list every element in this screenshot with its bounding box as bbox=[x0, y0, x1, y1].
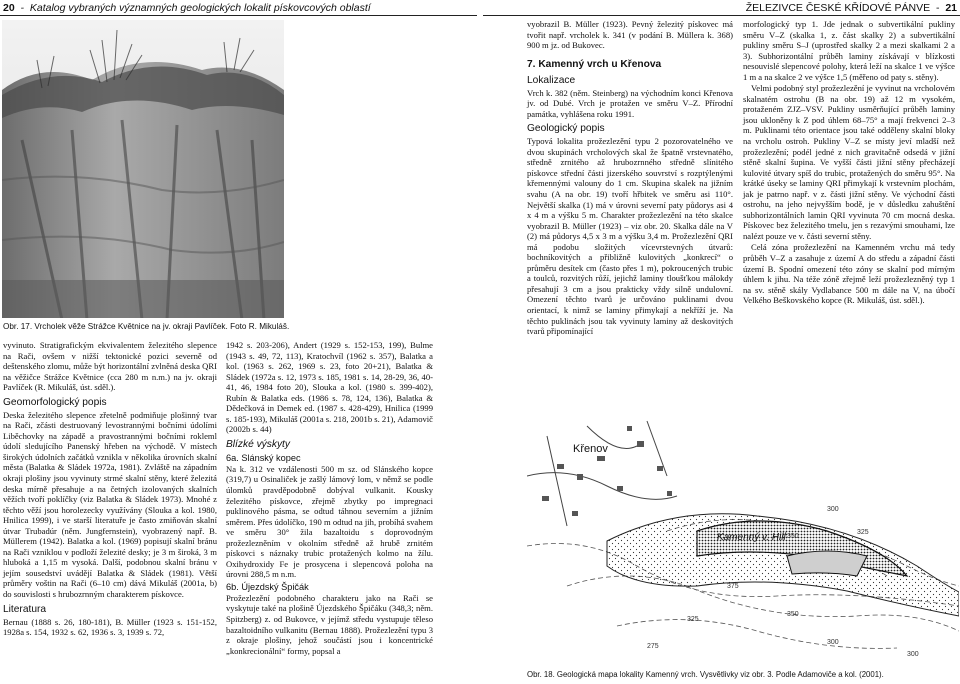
contour-label: 300 bbox=[907, 651, 919, 658]
column-4-paragraph-3: Celá zóna prožezlezění na Kamenném vrchu má tedy průběh V–Z a zasahuje z území A do středu a západní části území B. Spodní omezení této zóny se skalní pod mírným úhlem k jihu. Na téže zóně zřejmě leží prožezlezněný typ 1 na sv. stěně skály Vydlabance 500 m dále na V, na úbočí Velkého Beškovského kopce (R. Mikuláš, úst. sděl.). bbox=[743, 242, 955, 306]
map-hill-label: Kamenný v. Hill bbox=[717, 532, 786, 543]
column-4-paragraph-2: Velmi podobný styl prožezlezění je vyvinut na vrcholovém skalnatém ostrohu (B na obr. 19) až 12 m vysokém, protaženém ZJZ–VSV. Pukliny usměrňující průběh laminy jsou ukloněny k Z pod úhlem 68–75° a mají frekvenci 2–3 m. Puklinami této orientace jsou také odděleny skalní bloky na vrcholu ostroh. Pukliny V–Z se místy jeví mladší než prožezlezění; podél jedné z nich gravitačně odsedá v jižní stěně skalní šupina. Ve vyšší části jižní stěny přecházejí kulovité útvary spíš do trubic, protažených do směru 95°. Na krátké úseky se laminy QRI přimykají k vrstevním plochám, jak je patrno např. v z. části jižní stěny. Ve východní části ostrohu, na jeho nejvyšším bodě, je v důsledku zahuštění subhorizontálních lamin QRI vyvinuta 70 cm mocná deska. Pískovec bez železitého tmelu, jen s rezavými smouhami, lze nalézt pouze ve v. části severní stěny. bbox=[743, 83, 955, 241]
right-column-3 bbox=[527, 19, 733, 338]
map-village-label: Křenov bbox=[573, 443, 608, 455]
left-running-title: Katalog vybraných významných geologických lokalit pískovcových oblastí bbox=[29, 2, 371, 14]
contour-label: 350 bbox=[787, 533, 799, 540]
contour-label: 325 bbox=[857, 529, 869, 536]
right-running-title: ŽELEZIVCE ČESKÉ KŘÍDOVÉ PÁNVE bbox=[745, 2, 931, 14]
page-number-left: 20 bbox=[3, 2, 15, 14]
figure-18-caption: Obr. 18. Geologická mapa lokality Kamenný vrch. Vysvětlivky viz obr. 3. Podle Adamoviče a kol. (2001). bbox=[527, 670, 884, 679]
literature-continued: 1942 s. 203-206), Andert (1929 s. 152-153, 199), Bulme (1943 s. 49, 72, 113), Kratochvíl (1962 s. 357), Balatka a kol. (1963 s. 262, 1969 s. 23, foto 20+21), Balatka & Sládek (1972a s. 12, 1973 s. 185, 1981 s. 14, 28-29, 36, 40-41, 46, 1984 foto 20), Slouka a kol. (1980 s. 399-402), Rubín & Balatka eds. (1986 s. 78, 124, 136), Balatka & Dědečková in Demek ed. (1987 s. 428-429), Hnilica (1999 s. 185-193), Mikuláš (2001a s. 218, 2001b s. 21), Adamovič (2002b s. 44) bbox=[226, 340, 433, 435]
right-column-4 bbox=[743, 19, 955, 307]
left-header-rule bbox=[0, 15, 477, 16]
rock-tower-photo-illustration bbox=[2, 20, 284, 318]
geological-map-svg bbox=[527, 416, 959, 666]
geomorphology-paragraph: Deska železitého slepence zřetelně podmiňuje plošinný tvar na Rači, zčásti destruovaný levostrannými bočními údolími Liběchovky na západě a pravostrannými bočními rokleml údolí sledujícího Panenský hřeben na východě. V místech širokých údolních začátků vznikla v několika úrovních skalní města (Balatka & Sládek 1972a, 1981). Zvláště na západním okraji plošiny jsou vyvinuty strmé skalní stěny, které železitá deska mírně přesahuje a na četných izolovaných skalních věžích tvoří poklíčky (viz Balatka & Sládek 1973). Mnohé z těchto věží jsou horolezecky využívány (Slouka a kol. 1980, Hnilica 1999), i ve starší literatuře je často zmiňován skalní útvar Trubadúr (něm. Jungfernstein), vyobrazený např. B. Müllerem (1942). Balatka a kol. (1969) popisují skalní bránu na Rači vzniklou v podloží železité desky; je 3 m široká, 3 m hluboká a 1,15 m vysoká. Další, podobnou skalní bránu v jejím sousedství uvádějí Balatka & Sládek (1981). Větší průměry voštin na Rači (6–10 cm) dává Mikuláš (2001a, b) do souvislosti s hrubozrnným charakterem pískovce. bbox=[3, 409, 217, 600]
site-6b-continued: vyobrazil B. Müller (1923). Pevný železitý pískovec má tvořit např. vrcholek k. 341 (v podání B. Müllera k. 368) 900 m jz. od Bukovec. bbox=[527, 19, 733, 51]
left-running-head: 20 - Katalog vybraných významných geologických lokalit pískovcových oblastí bbox=[3, 2, 371, 14]
contour-label: 300 bbox=[827, 639, 839, 646]
localization-paragraph: Vrch k. 382 (něm. Steinberg) na východním konci Křenova jv. od Dubé. Vrch je protažen ve směru V–Z. Přírodní památka, vyhlášena roku 1991. bbox=[527, 87, 733, 119]
contour-label: 325 bbox=[687, 616, 699, 623]
contour-label: 275 bbox=[647, 643, 659, 650]
right-page bbox=[483, 0, 960, 684]
figure-17-photo bbox=[2, 20, 284, 318]
geological-description-heading: Geologický popis bbox=[527, 123, 605, 135]
contour-label: 350 bbox=[787, 611, 799, 618]
site-6a-heading: 6a. Slánský kopec bbox=[226, 452, 301, 463]
literature-paragraph: Bernau (1888 s. 26, 180-181), B. Müller (1923 s. 151-152, 1928a s. 154, 1932 s. 62, 1936 s. 3, 1939 s. 72, bbox=[3, 616, 217, 638]
localization-heading: Lokalizace bbox=[527, 74, 576, 86]
left-page bbox=[0, 0, 477, 684]
figure-17-caption: Obr. 17. Vrcholek věže Strážce Květnice na jv. okraji Pavlíček. Foto R. Mikuláš. bbox=[3, 322, 290, 331]
right-running-head: ŽELEZIVCE ČESKÉ KŘÍDOVÉ PÁNVE - 21 bbox=[745, 2, 957, 14]
left-column-2 bbox=[226, 340, 433, 657]
page-number-right: 21 bbox=[945, 2, 957, 14]
site-6b-paragraph: Prožezlezění podobného charakteru jako na Rači se vyskytuje také na plošině Újezdského Špičáku (348,3; něm. Spitzberg) z. od Bukovce, v jejímž středu vystupuje těleso bazaltoidního vulkanitu (Bernau 1888). Prožezlezění typu 3 z okraje plošiny, jehož součástí jsou i koncentrické „konkrecionální“ formy, popsal a bbox=[226, 592, 433, 656]
site-6b-heading: 6b. Újezdský Špičák bbox=[226, 581, 309, 592]
contour-label: 300 bbox=[827, 506, 839, 513]
geological-description-paragraph: Typová lokalita prožezlezění typu 2 pozorovatelného ve dvou skupinách vrcholových skal že špatně vrstevnatého, středně zrnitého až hrubozrnného středně slínitého pískovce střední části jizerského souvrství s rozptýlenými křemennými valouny do 1 cm. Skupina skalek na jižním svahu (A na obr. 19) tvoří hřbitek ve směru asi 110°. Největší skalka (1) má v úrovni severní paty půdorys asi 4 x 4 m a výšku 5 m. Charakter prožezlezění na této skalce vyobrazil B. Müller (1923) – viz obr. 20. Skalka dále na V (2) má půdorys 4,5 x 3 m a výšku 3,4 m. Prožezlezění QRI má podobu složitých vícevrstevných útvarů: bochníkovitých a přibližně kulovitých „konkrecí“ o průměru desítek cm (často přes 1 m), pokroucených trubic a toulců, rozvitých růží, jejichž laminy tloušťkou málokdy přesahují 3 cm a jsou prakticky vždy silně undulovní. Omezení těchto tvarů je určováno puklinami dvou orientací, k nimž se laminy přimykají a nekříží je. Na těchto puklinách jsou tak vyvinuty laminy až deskovitých tvarů připomínající bbox=[527, 136, 733, 337]
left-column-1 bbox=[3, 340, 217, 639]
contour-label: 375 bbox=[727, 583, 739, 590]
right-header-rule bbox=[483, 15, 960, 16]
site-6a-paragraph: Na k. 312 ve vzdálenosti 500 m sz. od Slánského kopce (319,7) u Osinaliček je zašlý lámový lom, v němž se podle úlomků pravděpodobně dobýval vulkanit. Kousky železitého pískovce, zřejmě zbytky po impregnaci puklinového pásma, se odtud táhnou severním a jižním směrem. Přes údolíčko, 190 m odtud na jih, probíhá svahem ve směru 30° žila bazaltoidu s doprovodným prožezlezněním v okolním středně až hrubě zrnitém pískovci s náznaky trubic protažených kolmo na žílu. Oxihydroxidy Fe je prosycena i slepencová poloha na úrovni 288,5 m n.m. bbox=[226, 463, 433, 580]
geomorphology-heading: Geomorfologický popis bbox=[3, 396, 107, 408]
nearby-occurrences-heading: Blízké výskyty bbox=[226, 438, 290, 450]
intro-paragraph: vyvinuto. Stratigrafickým ekvivalentem železitého slepence na Rači, ovšem v nižší tektonické pozici severně od deštenského zlomu, může být horizontální zvlněná deska QRI na věžičce Strážce Květnice (cca 280 m n.m.) na jv. okraji Pavlíček (R. Mikuláš, úst. sděl.). bbox=[3, 340, 217, 393]
site-7-heading: 7. Kamenný vrch u Křenova bbox=[527, 58, 662, 70]
figure-18-geological-map bbox=[527, 416, 959, 666]
literature-heading: Literatura bbox=[3, 603, 47, 615]
column-4-continued: morfologický typ 1. Jde jednak o subvertikální pukliny směru V–Z (skalka 1, z. část skalky 2) a subvertikální pukliny směru S–J (uprostřed skalky 2 a mezi skalkami 2 a 3). Subhorizontální průběh laminy získávají v blízkosti nesouvislé slepencové polohy, která leží na skalce 1 ve výšce 1 m a na skalce 2 ve výšce 1,5 (měřeno od paty s. stěny). bbox=[743, 19, 955, 82]
